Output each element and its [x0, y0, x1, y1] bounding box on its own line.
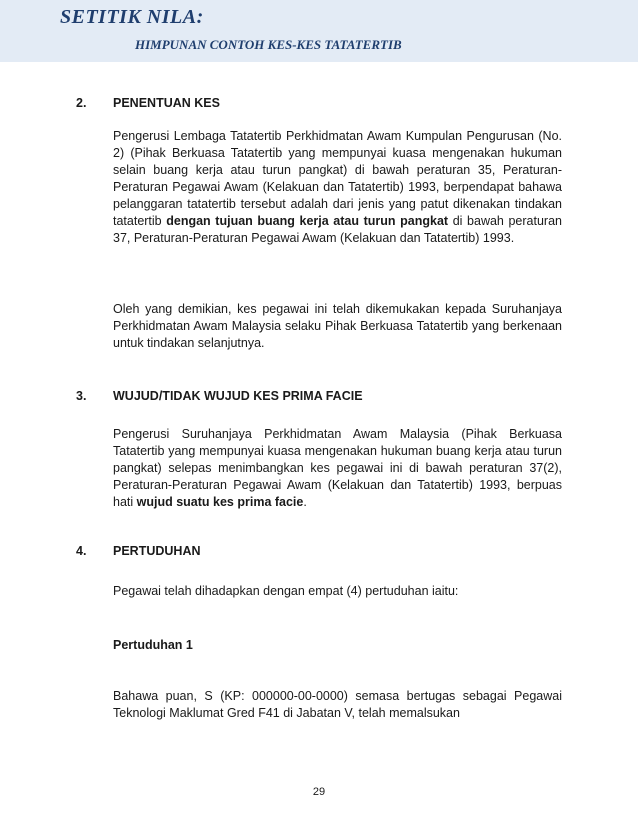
section-3-paragraph-1 [113, 426, 562, 511]
section-4-heading: PERTUDUHAN [113, 544, 201, 558]
section-4-paragraph-2: Bahawa puan, S (KP: 000000-00-0000) semasa bertugas sebagai Pegawai Teknologi Maklumat Gred F41 di Jabatan V, telah memalsukan [113, 689, 562, 720]
section-4-number: 4. [76, 544, 87, 558]
section-3-paragraph-1-bold: wujud suatu kes prima facie [136, 495, 304, 509]
section-2-paragraph-2: Oleh yang demikian, kes pegawai ini telah dikemukakan kepada Suruhanjaya Perkhidmatan Awam Malaysia selaku Pihak Berkuasa Tatatertib yang berkenaan untuk tindakan selanjutnya. [113, 302, 562, 350]
section-4-paragraph-1: Pegawai telah dihadapkan dengan empat (4) pertuduhan iaitu: [113, 584, 459, 598]
section-2-paragraph-1-text-a: Pengerusi Lembaga Tatatertib Perkhidmatan Awam Kumpulan Pengurusan (No. 2) (Pihak Berkuasa Tatatertib yang mempunyai kuasa mengenakan hukuman selain buang kerja atau turun pangkat) di bawah peraturan 35, Peraturan-Peraturan Pegawai Awam (Kelakuan dan Tatatertib) 1993, berpendapat bahawa pelanggaran tatatertib tersebut adalah dari jenis yang patut dikenakan tindakan tatatertib [113, 129, 562, 228]
section-3-paragraph-1-text-c: . [303, 495, 307, 509]
charge-1-heading: Pertuduhan 1 [113, 638, 193, 652]
section-2-paragraph-1-text-c: di bawah peraturan 37, Peraturan-Peraturan Pegawai Awam (Kelakuan dan Tatatertib) 1993. [113, 214, 562, 245]
header-subtitle: HIMPUNAN CONTOH KES-KES TATATERTIB [135, 37, 402, 52]
section-3-paragraph-1-text-a: Pengerusi Suruhanjaya Perkhidmatan Awam Malaysia (Pihak Berkuasa Tatatertib yang mempunyai kuasa mengenakan hukuman buang kerja atau turun pangkat) selepas menimbangkan kes pegawai ini di bawah peraturan 37(2), Peraturan-Peraturan Pegawai Awam (Kelakuan dan Tatatertib) 1993, berpuas hati [113, 427, 562, 509]
section-2-number: 2. [76, 96, 87, 110]
header-title: SETITIK NILA: [60, 6, 204, 28]
section-2-paragraph-1 [113, 128, 562, 247]
document-header [0, 0, 638, 62]
section-3-heading: WUJUD/TIDAK WUJUD KES PRIMA FACIE [113, 389, 363, 403]
section-2-heading: PENENTUAN KES [113, 96, 220, 110]
section-2-paragraph-1-bold: dengan tujuan buang kerja atau turun pangkat [166, 214, 449, 228]
section-3-number: 3. [76, 389, 87, 403]
page-number: 29 [312, 786, 326, 798]
